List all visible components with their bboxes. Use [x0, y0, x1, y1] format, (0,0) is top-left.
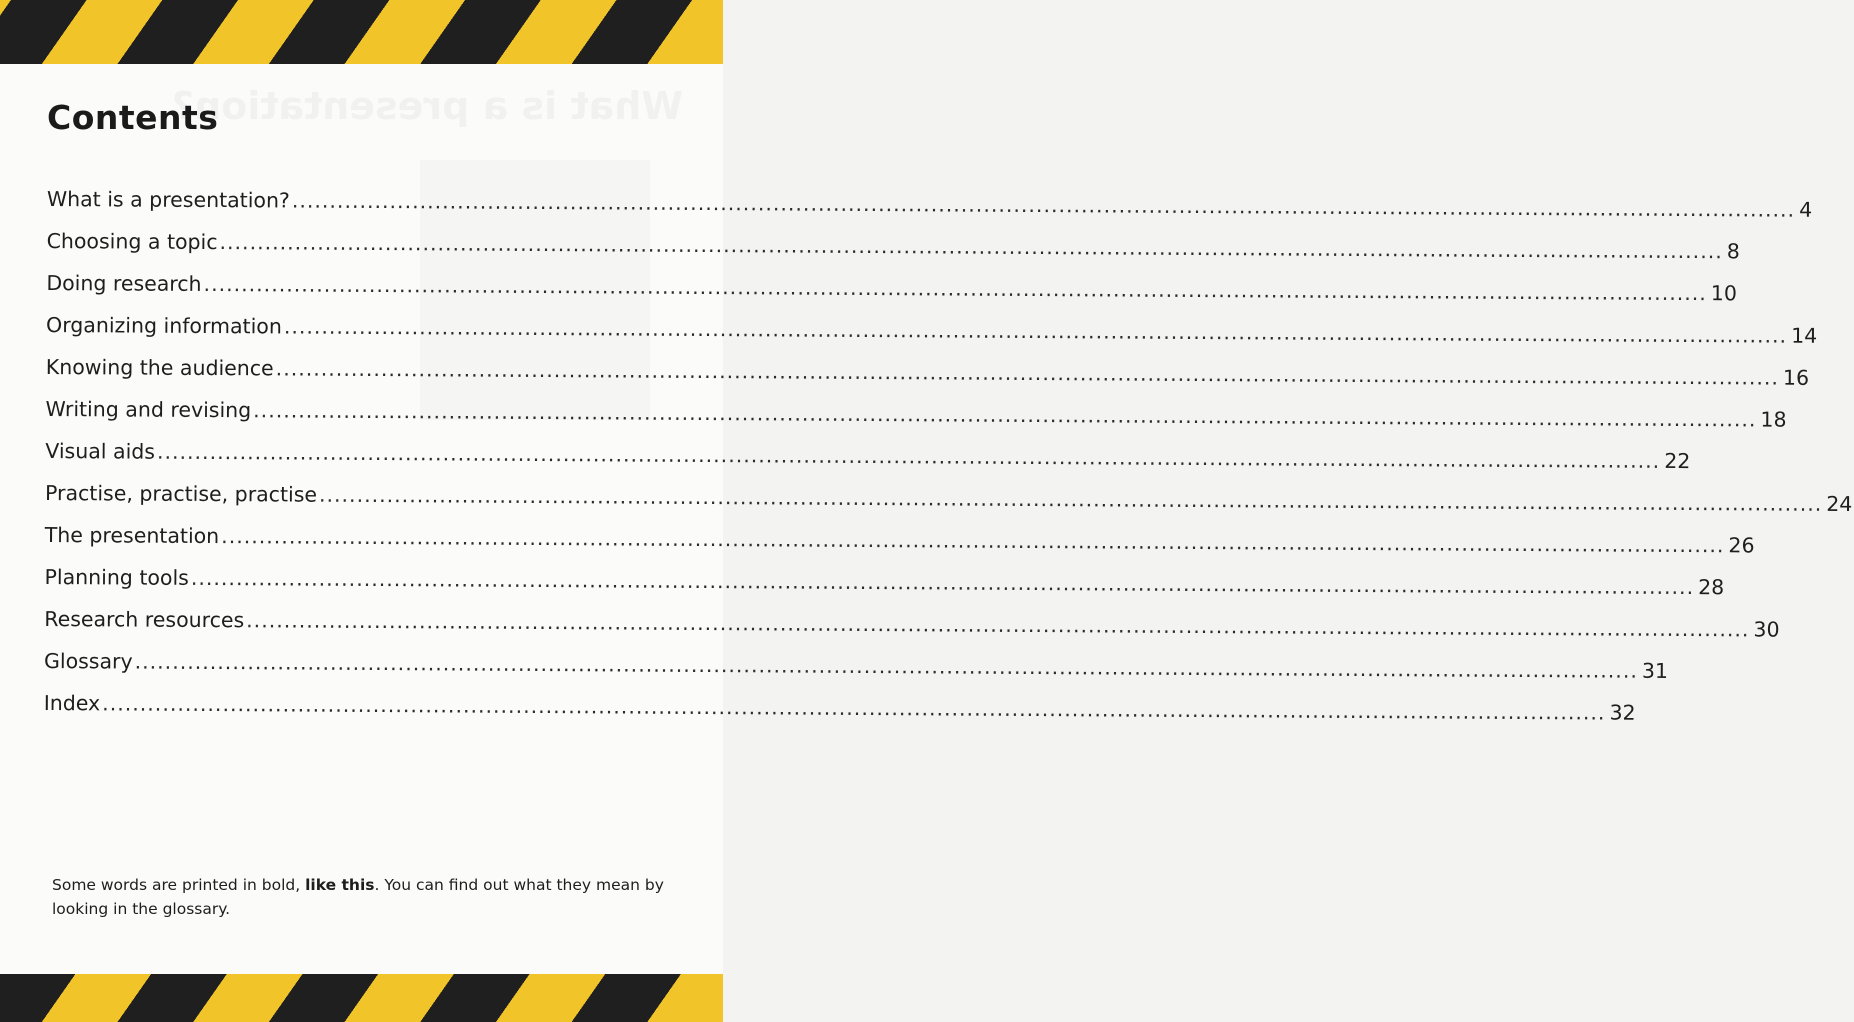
- toc-entry: [45, 346, 1810, 392]
- toc-entry: [46, 220, 1740, 266]
- toc-entry: [45, 430, 1691, 476]
- toc-page-number: 10: [1710, 281, 1738, 306]
- toc-entry-title: Research resources: [44, 606, 245, 633]
- dot-leader: ........................................................................................................................................................................................................: [318, 482, 1823, 516]
- toc-page-number: 16: [1782, 365, 1810, 390]
- toc-entry: [44, 598, 1780, 644]
- toc-entry-title: Index: [43, 690, 101, 716]
- page-title: Contents: [47, 98, 219, 137]
- toc-page-number: 30: [1753, 617, 1780, 642]
- dot-leader: ........................................................................................................................................................................................................: [156, 439, 1661, 473]
- toc-entry-title: Planning tools: [44, 564, 189, 590]
- toc-page-number: 32: [1609, 700, 1636, 725]
- toc-entry-title: Knowing the audience: [45, 354, 274, 381]
- table-of-contents: [43, 178, 1853, 728]
- hazard-stripe-top: [0, 0, 723, 64]
- toc-entry: [43, 640, 1669, 686]
- toc-entry: [44, 556, 1725, 602]
- glossary-note: [52, 873, 672, 921]
- toc-page-number: 14: [1791, 323, 1818, 348]
- toc-entry-title: Writing and revising: [45, 396, 252, 423]
- dot-leader: ........................................................................................................................................................................................................: [253, 398, 1757, 432]
- hazard-stripe-bottom: [0, 974, 723, 1022]
- toc-page-number: 4: [1799, 197, 1813, 222]
- toc-page-number: 8: [1726, 239, 1740, 264]
- note-text-end: . You can find out what they mean by looking in the glossary.: [52, 876, 664, 918]
- toc-page-number: 31: [1641, 658, 1669, 683]
- show-through-text: [172, 84, 683, 128]
- toc-page-number: 18: [1760, 407, 1787, 432]
- toc-entry-title: Choosing a topic: [46, 228, 218, 255]
- toc-entry: [46, 262, 1738, 308]
- toc-entry: [45, 472, 1853, 518]
- toc-entry: [44, 514, 1755, 560]
- note-text-start: Some words are printed in bold,: [52, 876, 306, 894]
- toc-entry-title: The presentation: [44, 522, 220, 549]
- dot-leader: ........................................................................................................................................................................................................: [221, 524, 1725, 558]
- toc-entry-title: Practise, practise, practise: [45, 480, 318, 507]
- dot-leader: ........................................................................................................................................................................................................: [102, 691, 1606, 725]
- dot-leader: ........................................................................................................................................................................................................: [275, 356, 1780, 390]
- dot-leader: ........................................................................................................................................................................................................: [203, 271, 1707, 306]
- toc-entry: [45, 388, 1787, 434]
- dot-leader: ........................................................................................................................................................................................................: [219, 230, 1723, 264]
- toc-entry: [46, 304, 1818, 350]
- toc-entry-title: What is a presentation?: [46, 186, 290, 213]
- dot-leader: ........................................................................................................................................................................................................: [283, 314, 1788, 348]
- toc-entry-title: Doing research: [46, 270, 202, 296]
- note-bold-example: like this: [305, 876, 375, 894]
- toc-page-number: 24: [1826, 491, 1853, 517]
- toc-entry-title: Visual aids: [45, 438, 156, 464]
- toc-page-number: 22: [1664, 448, 1691, 474]
- toc-page-number: 26: [1728, 533, 1755, 558]
- toc-page-number: 28: [1698, 575, 1725, 600]
- toc-entry: [46, 178, 1813, 224]
- toc-entry-title: Glossary: [43, 648, 133, 674]
- dot-leader: ........................................................................................................................................................................................................: [291, 188, 1796, 222]
- dot-leader: ........................................................................................................................................................................................................: [190, 565, 1695, 600]
- toc-entry: [43, 682, 1636, 728]
- toc-entry-title: Organizing information: [46, 312, 282, 339]
- dot-leader: ........................................................................................................................................................................................................: [134, 649, 1638, 683]
- dot-leader: ........................................................................................................................................................................................................: [246, 608, 1750, 642]
